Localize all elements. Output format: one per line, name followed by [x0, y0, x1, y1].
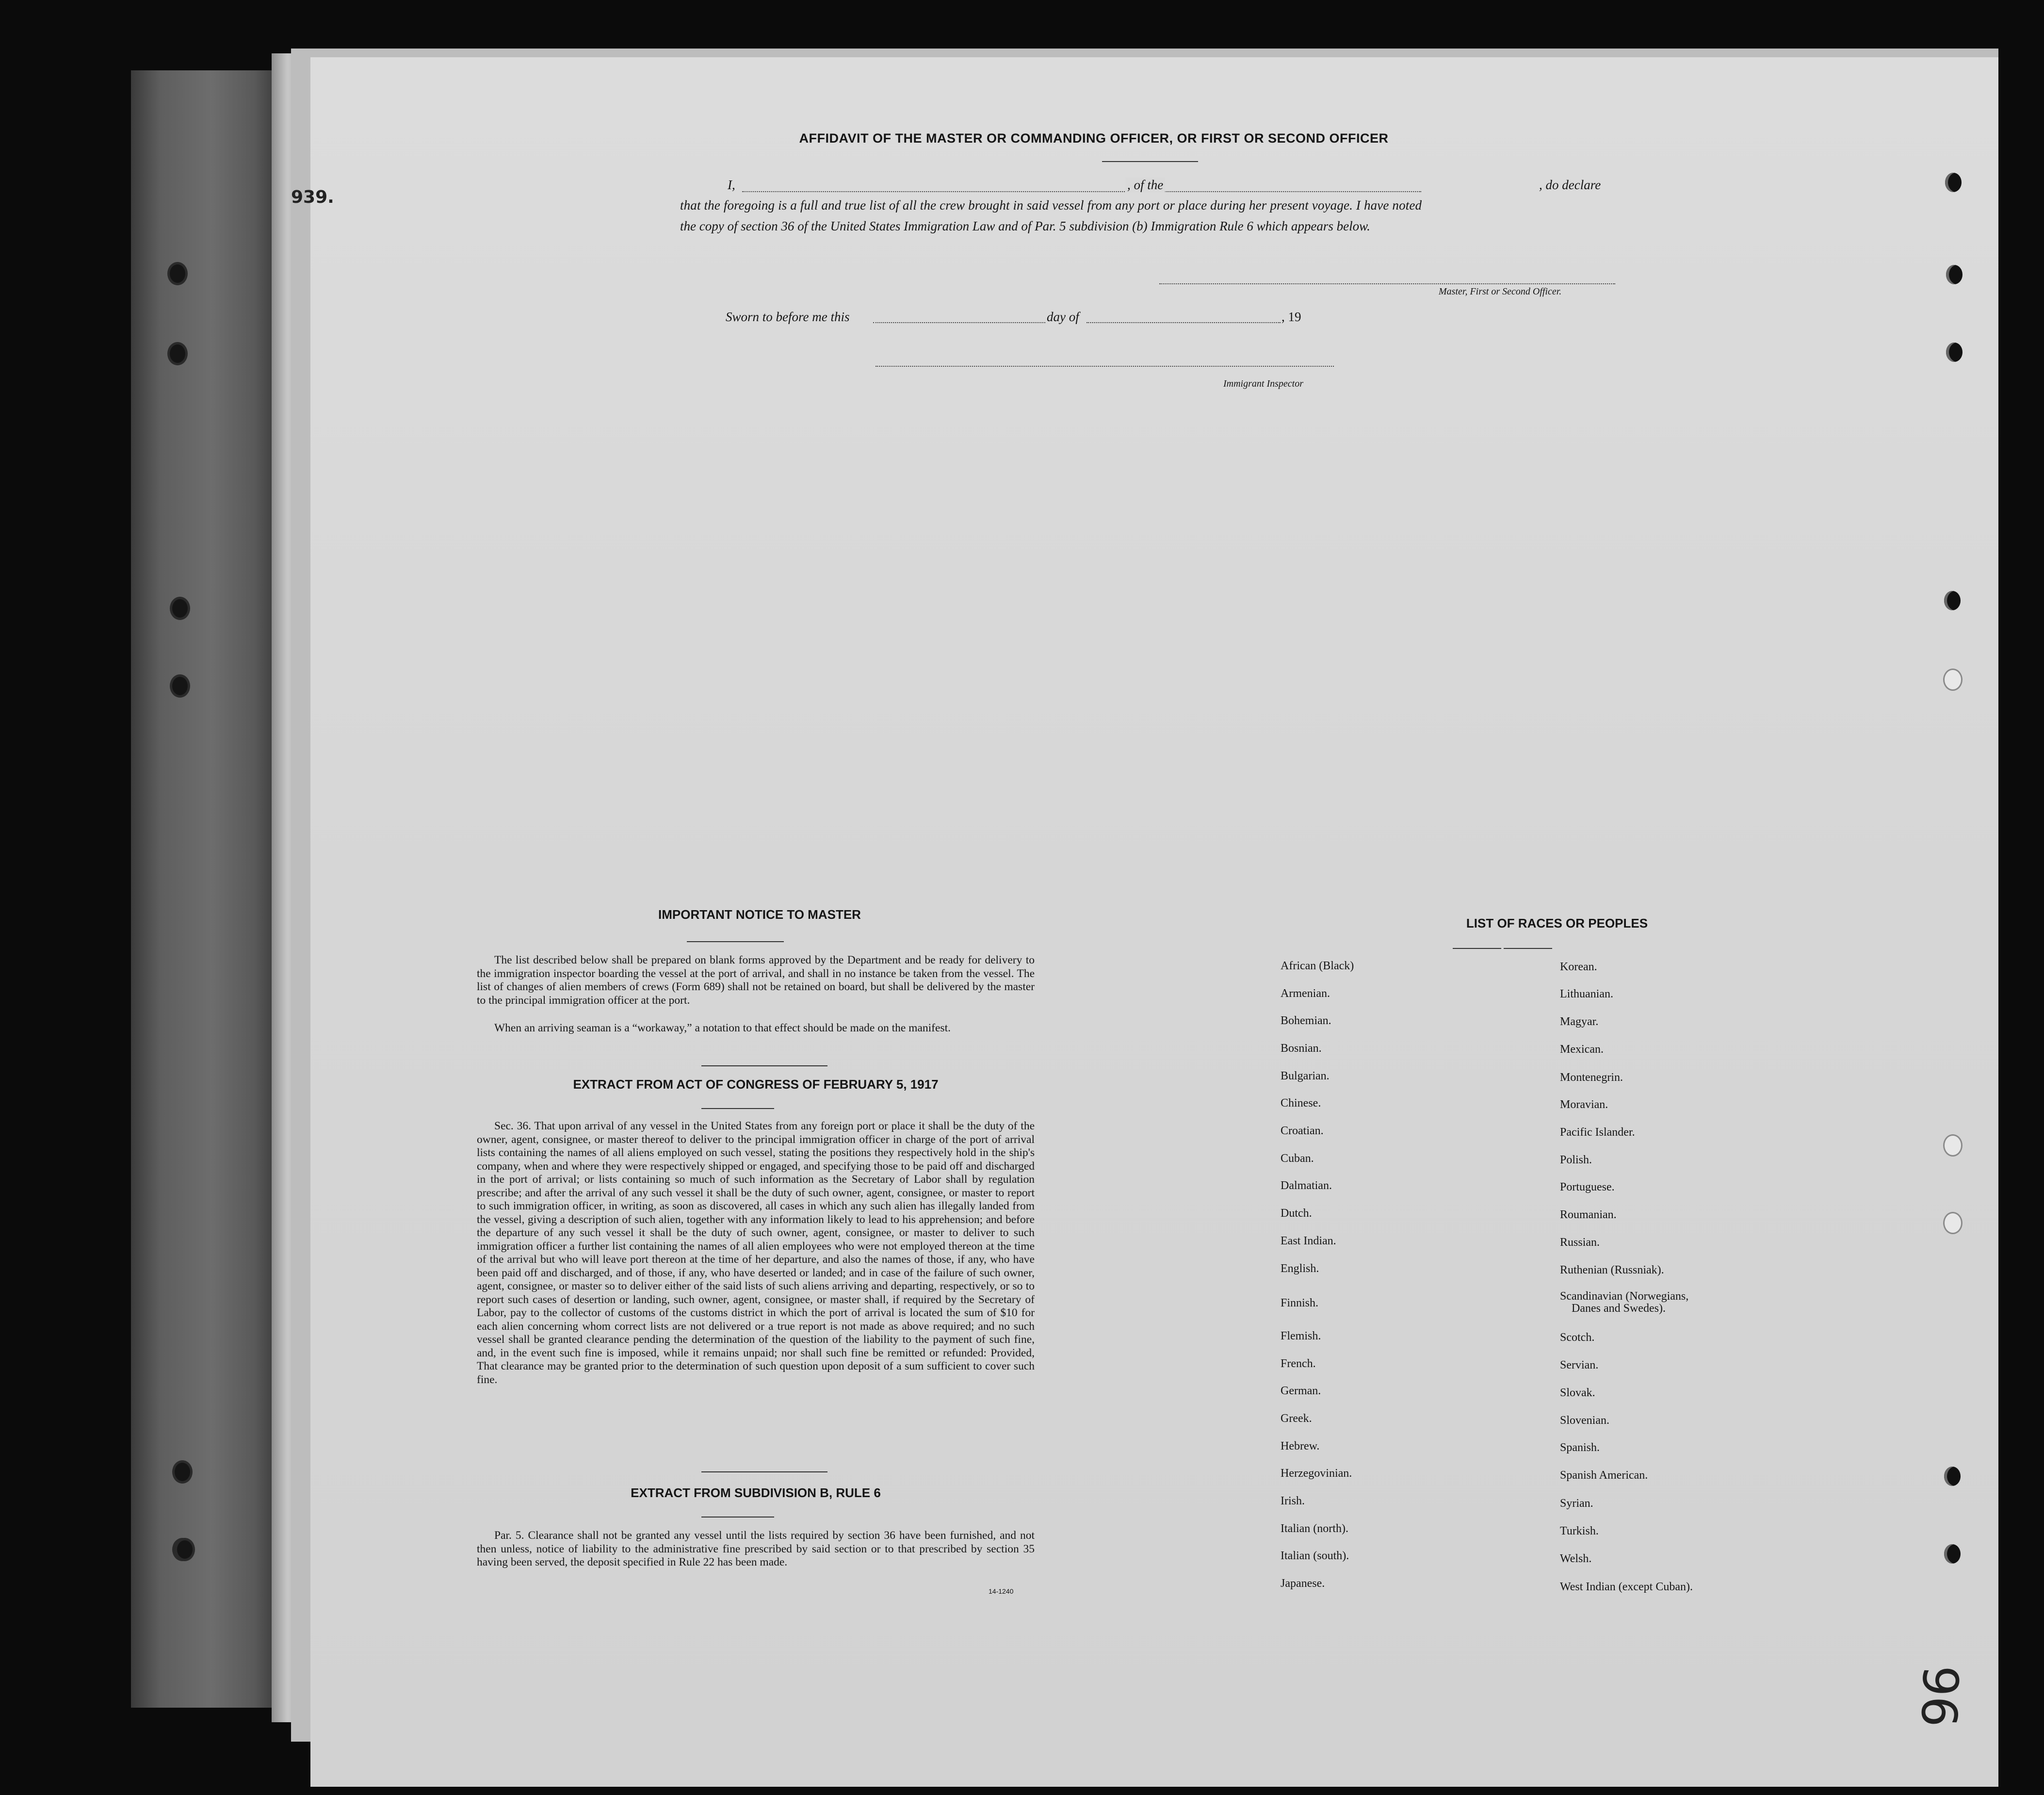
extract-act-end-rule [701, 1471, 827, 1472]
races-title: LIST OF RACES OR PEOPLES [1466, 916, 1648, 930]
race-item: Hebrew. [1281, 1440, 1320, 1452]
affidavit-title: AFFIDAVIT OF THE MASTER OR COMMANDING OFFICER, OR FIRST OR SECOND OFFICER [799, 131, 1389, 146]
race-item: Chinese. [1281, 1097, 1321, 1110]
race-item: German. [1281, 1385, 1321, 1397]
race-item: Ruthenian (Russniak). [1560, 1264, 1664, 1276]
title-rule [1102, 161, 1198, 162]
master-signature-line[interactable] [1159, 283, 1615, 284]
form-number: 14-1240 [989, 1587, 1014, 1595]
race-item: Greek. [1281, 1412, 1312, 1425]
race-item: Japanese. [1281, 1577, 1325, 1590]
races-rule [1453, 948, 1501, 949]
race-item: Dalmatian. [1281, 1179, 1332, 1192]
sworn-day-line[interactable] [873, 322, 1045, 323]
race-item: Servian. [1560, 1359, 1599, 1371]
punch-hole [1946, 265, 1963, 284]
race-item: East Indian. [1281, 1235, 1336, 1247]
binder-hole [172, 677, 188, 695]
extract-rule-rule [701, 1517, 774, 1518]
binder-strip [131, 70, 276, 1708]
race-item: Bulgarian. [1281, 1070, 1330, 1082]
punch-hole [1944, 1544, 1961, 1564]
punch-hole [1944, 1467, 1961, 1486]
notice-paragraph-2: When an arriving seaman is a “workaway,” a notation to that effect should be made on the manifest. [494, 1022, 951, 1034]
race-item: Polish. [1560, 1154, 1592, 1166]
race-item: Italian (south). [1281, 1550, 1349, 1562]
declaration-line-3: the copy of section 36 of the United States Immigration Law and of Par. 5 subdivision (b) Immigration Rule 6 which appears below. [680, 219, 1370, 233]
race-item: Portuguese. [1560, 1181, 1615, 1193]
declare-i: I, [728, 178, 735, 192]
race-item: Korean. [1560, 961, 1597, 973]
race-item: Turkish. [1560, 1525, 1599, 1537]
race-item: Finnish. [1281, 1297, 1319, 1309]
declaration-line-2: that the foregoing is a full and true list of all the crew brought in said vessel from any port or place during her present voyage. I have noted [680, 198, 1422, 212]
races-rule [1504, 948, 1552, 949]
race-item: Welsh. [1560, 1552, 1592, 1565]
extract-rule-body: Par. 5. Clearance shall not be granted any vessel until the lists required by section 36 have been furnished, and not then unless, notice of liability to the administrative fine prescribed by said section or to that prescribed by section 35 having been served, the deposit specified in Rule 22 has been made. [477, 1529, 1035, 1568]
race-item: Armenian. [1281, 987, 1330, 1000]
race-item: Irish. [1281, 1495, 1305, 1507]
extract-act-rule [701, 1108, 774, 1109]
race-item: French. [1281, 1357, 1316, 1370]
race-item: Syrian. [1560, 1497, 1593, 1510]
race-item: Pacific Islander. [1560, 1126, 1635, 1139]
race-item: West Indian (except Cuban). [1560, 1581, 1693, 1593]
extract-act-title: EXTRACT FROM ACT OF CONGRESS OF FEBRUARY 5, 1917 [573, 1077, 939, 1092]
inspector-signature-line[interactable] [876, 366, 1334, 367]
notice-paragraph-1: The list described below shall be prepared on blank forms approved by the Department and be ready for delivery to the immigration inspector boarding the vessel at the port of arrival, and shall in no instance be taken from the vessel. The list of changes of alien members of crews (Form 689) shall not be retained on board, but shall be delivered by the master to the principal immigration officer at the port. [477, 954, 1035, 1007]
race-item: Scandinavian (Norwegians, [1560, 1290, 1689, 1303]
race-item: Montenegrin. [1560, 1071, 1623, 1084]
race-item: Spanish. [1560, 1441, 1600, 1454]
race-item: Lithuanian. [1560, 988, 1613, 1000]
race-item: Danes and Swedes). [1572, 1302, 1666, 1315]
race-item: Slovenian. [1560, 1414, 1609, 1427]
race-item: Herzegovinian. [1281, 1467, 1352, 1480]
race-item: Scotch. [1560, 1331, 1595, 1344]
notice-title: IMPORTANT NOTICE TO MASTER [658, 907, 861, 922]
inspector-caption: Immigrant Inspector [1223, 378, 1303, 389]
sworn-label: Sworn to before me this [726, 310, 850, 324]
race-item: African (Black) [1281, 960, 1354, 972]
punch-hole [1944, 591, 1961, 610]
race-item: Dutch. [1281, 1207, 1312, 1220]
document-page [291, 57, 1998, 1787]
punch-hole [1943, 1212, 1963, 1234]
race-item: English. [1281, 1262, 1319, 1275]
race-item: Croatian. [1281, 1125, 1324, 1137]
race-item: Cuban. [1281, 1152, 1314, 1165]
race-item: Moravian. [1560, 1098, 1608, 1111]
race-item: Magyar. [1560, 1015, 1599, 1028]
master-caption: Master, First or Second Officer. [1439, 286, 1562, 297]
stamp-number: 939. [291, 187, 334, 207]
race-item: Mexican. [1560, 1043, 1604, 1056]
sworn-month-line[interactable] [1087, 322, 1281, 323]
race-item: Russian. [1560, 1236, 1600, 1249]
extract-rule-title: EXTRACT FROM SUBDIVISION B, RULE 6 [631, 1485, 881, 1500]
notice-rule [687, 941, 784, 942]
binder-hole [170, 264, 185, 283]
page-number: 96 [1910, 1664, 1969, 1729]
race-item: Bohemian. [1281, 1014, 1331, 1027]
binder-hole [175, 1463, 190, 1481]
race-item: Spanish American. [1560, 1469, 1648, 1482]
punch-hole [1945, 173, 1962, 192]
year-label: , 19 [1282, 310, 1301, 324]
punch-hole [1943, 669, 1963, 691]
extract-act-body: Sec. 36. That upon arrival of any vessel in the United States from any foreign port or place it shall be the duty of the owner, agent, consignee, or master thereof to deliver to the principal immigration officer in charge of the port of arrival lists containing the names of all aliens employed on such vessel, stating the positions they respectively hold in the ship's company, when and where they were respectively shipped or engaged, and specifying those to be paid off and discharged in the port of arrival; or lists containing so much of such information as the Secretary of Labor shall by regulation prescribe; and after the arrival of any such vessel it shall be the duty of such owner, agent, consignee, or master to report to such immigration officer, in writing, as soon as discovered, all cases in which any such alien has illegally landed from the vessel, giving a description of such alien, together with any information likely to lead to his apprehension; and before the departure of any such vessel it shall be the duty of such owner, agent, consignee, or master to deliver to such immigration officer a further list containing the names of all alien employees who were not employed thereon at the time of the arrival but who will leave port thereon at the time of her departure, and also the names of those, if any, who have been paid off and discharged, and of those, if any, who have deserted or landed; and in case of the failure of such owner, agent, consignee, or master so to deliver either of the said lists of such aliens arriving and departing, respectively, or so to report such cases of desertion or landing, such owner, agent, consignee, or master shall, if required by the Secretary of Labor, pay to the collector of customs of the customs district in which the port of arrival is located the sum of $10 for each alien concerning whom correct lists are not delivered or a true report is not made as above required; and no such vessel shall be granted clearance pending the determination of the question of the liability to the payment of such fine, and, in the event such fine is imposed, while it remains unpaid; nor shall such fine be remitted or refunded: Provided, That clearance may be granted prior to the determination of such question upon deposit of a sum sufficient to cover such fine. [477, 1120, 1035, 1386]
race-item: Slovak. [1560, 1387, 1595, 1399]
day-of-label: day of [1047, 310, 1079, 324]
binder-hole [170, 344, 185, 363]
of-the-label: , of the [1125, 178, 1165, 193]
name-fill-line[interactable] [742, 191, 1421, 192]
race-item: Italian (north). [1281, 1522, 1348, 1535]
binder-hole [177, 1540, 193, 1559]
race-item: Roumanian. [1560, 1208, 1617, 1221]
race-item: Bosnian. [1281, 1042, 1322, 1055]
notice-end-rule [701, 1065, 827, 1066]
punch-hole [1946, 343, 1963, 362]
do-declare-label: , do declare [1539, 178, 1601, 192]
race-item: Flemish. [1281, 1330, 1321, 1342]
binder-hole [172, 599, 188, 618]
punch-hole [1943, 1134, 1963, 1157]
